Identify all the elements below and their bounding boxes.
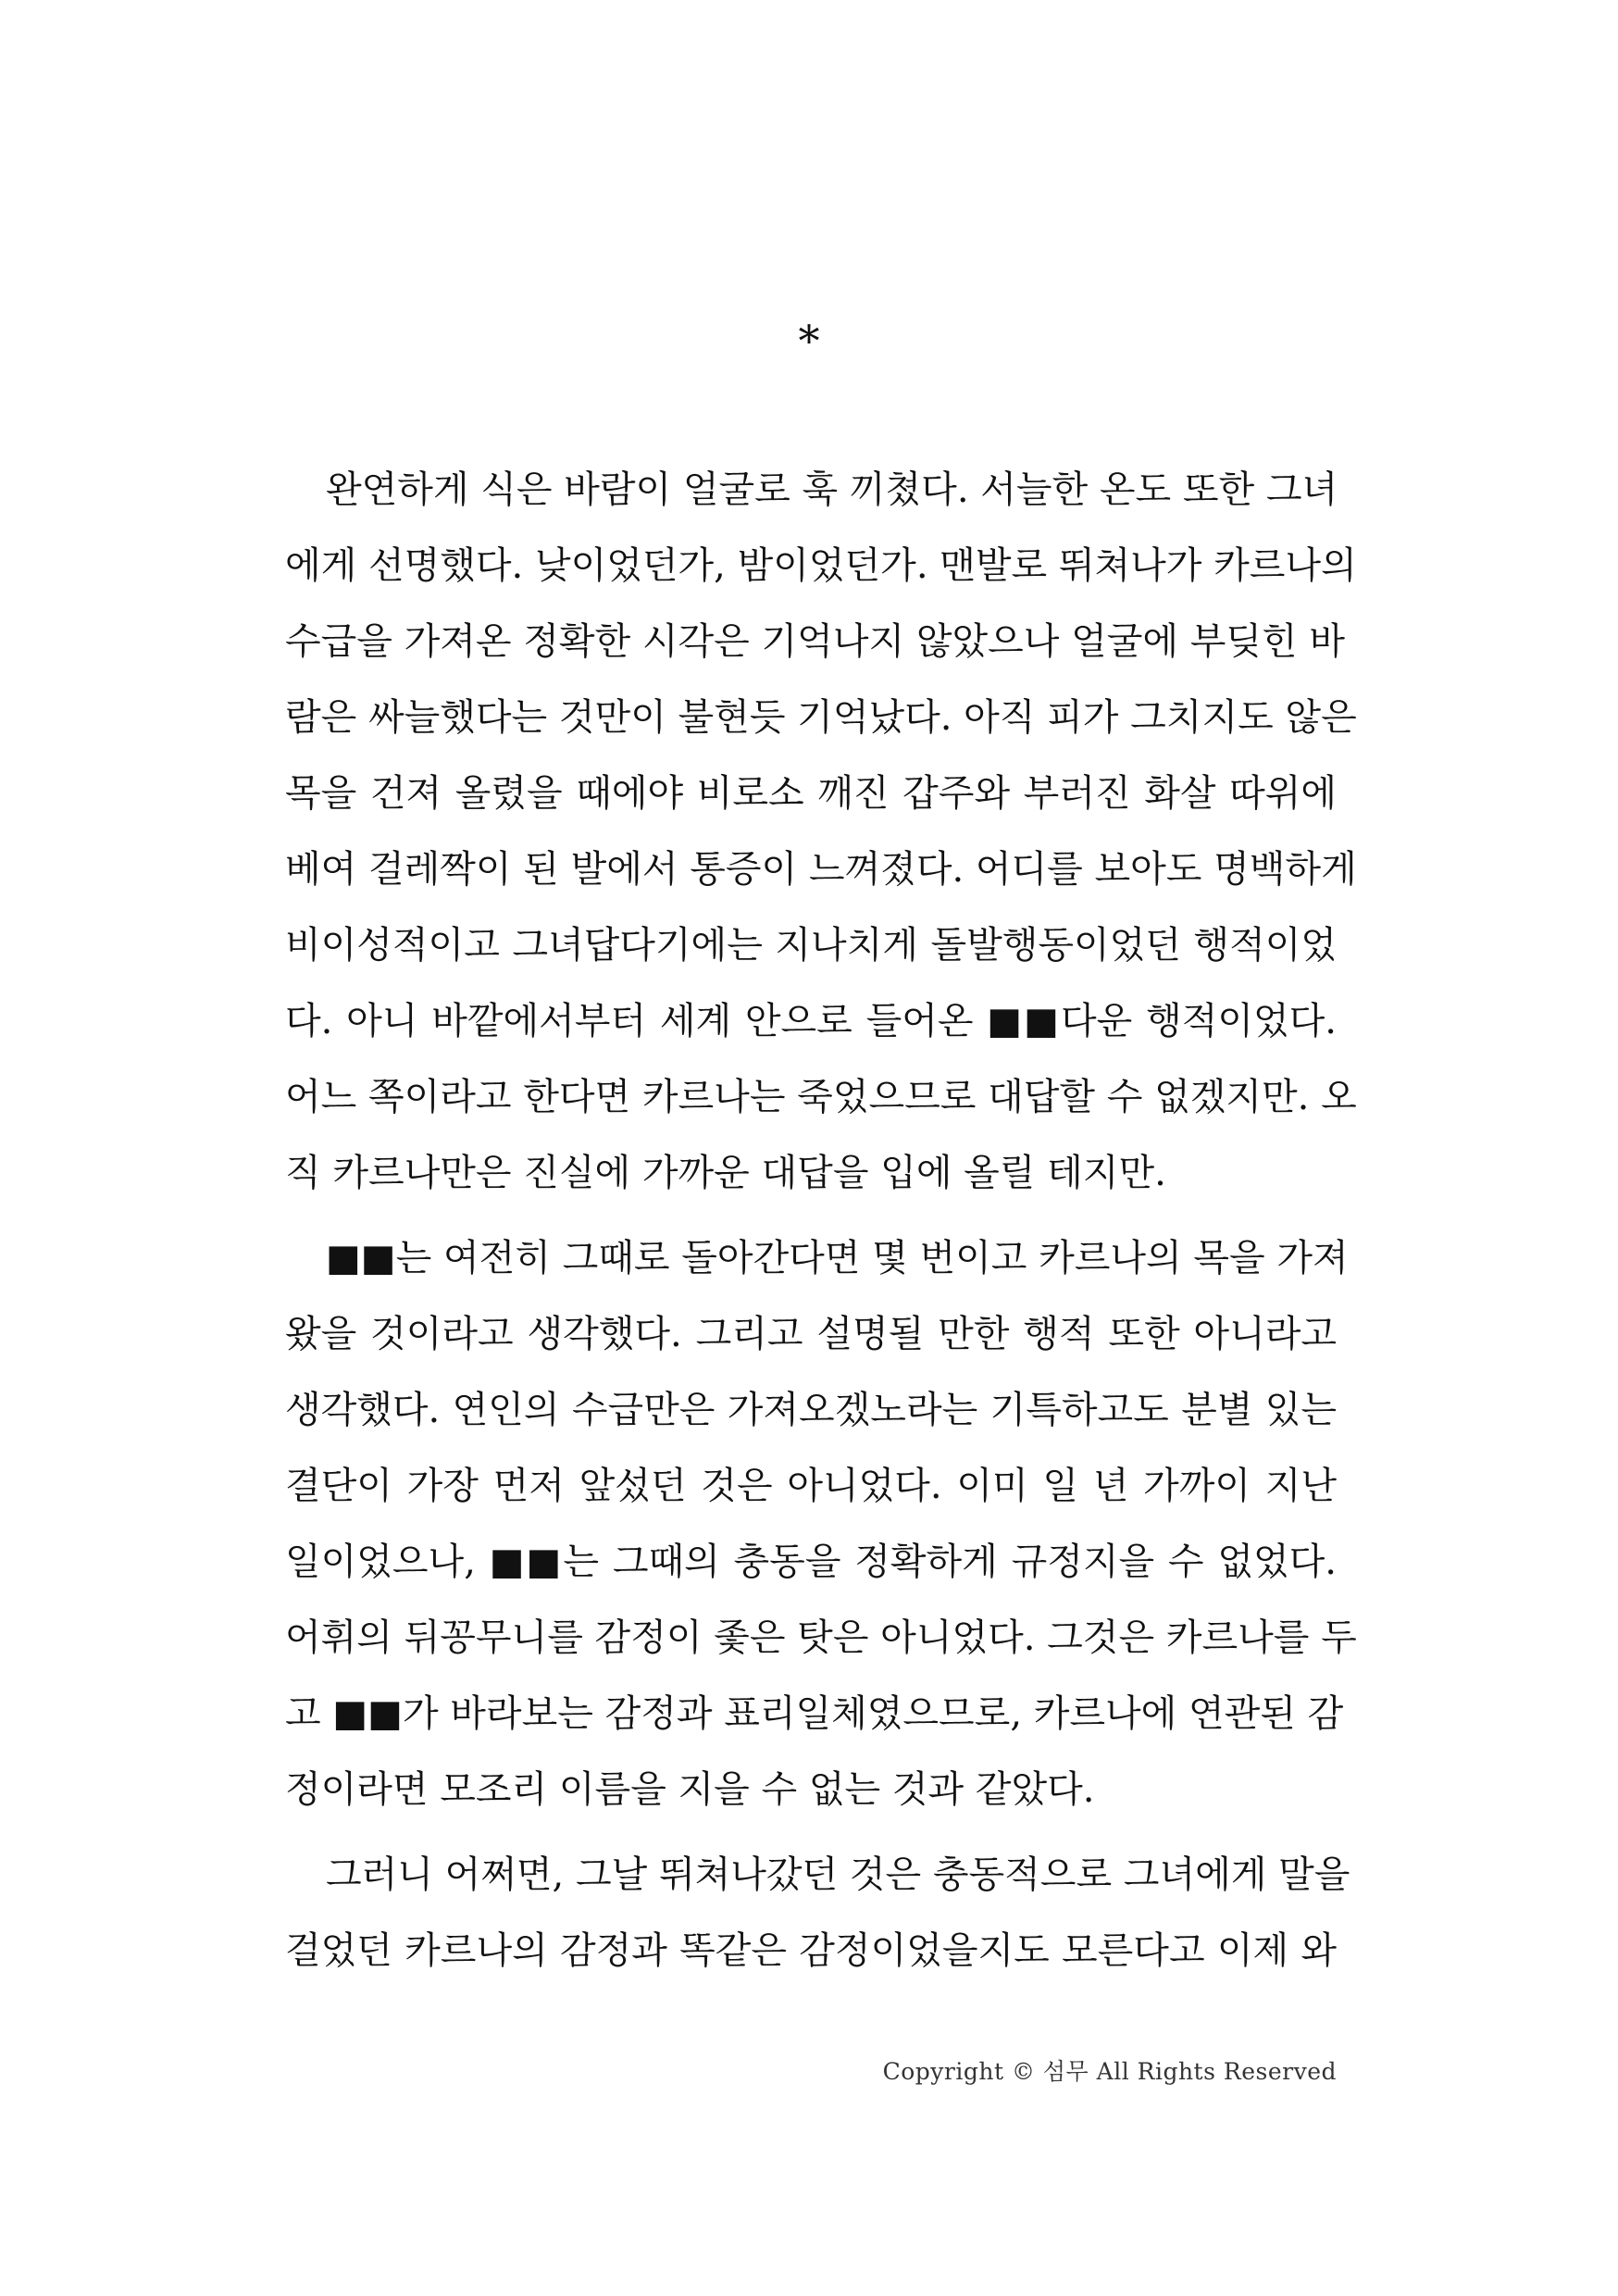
text-line: 에게 선명했다. 낮이었던가, 밤이었던가. 맨발로 뛰쳐나가 카르나의 xyxy=(285,544,1357,587)
text-line: 베여 걸레짝이 된 발에서 통증이 느껴졌다. 어디를 보아도 명백하게 xyxy=(285,848,1357,891)
text-line: 비이성적이고 그녀답다기에는 지나치게 돌발행동이었던 행적이었 xyxy=(285,924,1337,967)
text-line: 직 카르나만은 진실에 가까운 대답을 입에 올릴 테지만. xyxy=(285,1152,1166,1194)
text-line: 다. 아니 바깥에서부터 세계 안으로 들어온 ■■다운 행적이었다. xyxy=(285,1000,1337,1042)
text-line: 생각했다. 연인의 수급만은 가져오겠노라는 기특하고도 분별 있는 xyxy=(285,1389,1337,1431)
text-line: 고 ■■가 바라보는 감정과 표리일체였으므로, 카르나에 연관된 감 xyxy=(285,1692,1344,1735)
section-separator: * xyxy=(798,316,820,366)
copyright-notice: Copyright © 섬무 All Rights Reserved xyxy=(882,2058,1337,2085)
text-line: 어느 쪽이라고 한다면 카르나는 죽었으므로 대답할 수 없겠지만. 오 xyxy=(285,1076,1357,1118)
text-line: 람은 싸늘했다는 것만이 불현듯 기억났다. 아직 피가 그치지도 않은 xyxy=(285,696,1357,739)
text-line: 일이었으나, ■■는 그때의 충동을 정확하게 규정지을 수 없었다. xyxy=(285,1541,1337,1583)
text-line: 결단이 가장 먼저 앞섰던 것은 아니었다. 이미 일 년 가까이 지난 xyxy=(285,1465,1337,1507)
text-line: 그러니 어쩌면, 그날 뛰쳐나갔던 것은 충동적으로 그녀에게 말을 xyxy=(326,1853,1350,1896)
text-line: ■■는 여전히 그때로 돌아간다면 몇 번이고 카르나의 목을 가져 xyxy=(326,1237,1349,1279)
text-line: 목을 건져 올렸을 때에야 비로소 깨진 갑주와 부러진 화살 따위에 xyxy=(285,772,1337,815)
text-line: 완연하게 식은 바람이 얼굴로 훅 끼쳤다. 서늘한 온도 또한 그녀 xyxy=(326,468,1338,511)
text-line: 왔을 것이라고 생각했다. 그리고 설명될 만한 행적 또한 아니라고 xyxy=(285,1313,1337,1355)
paragraph-gap xyxy=(285,1828,1337,1837)
text-line: 어휘의 뒤꽁무니를 감정이 좇은 탓은 아니었다. 그것은 카르나를 두 xyxy=(285,1616,1357,1659)
body-text xyxy=(285,452,1357,1989)
text-line: 수급을 가져온 정확한 시각은 기억나지 않았으나 얼굴에 부딪힌 바 xyxy=(285,620,1345,663)
paragraph-gap xyxy=(285,1211,1337,1220)
text-line: 걸었던 카르나의 감정과 똑같은 감정이었을지도 모른다고 이제 와 xyxy=(285,1929,1337,1972)
text-line: 정이라면 모조리 이름을 지을 수 없는 것과 같았다. xyxy=(285,1768,1095,1811)
